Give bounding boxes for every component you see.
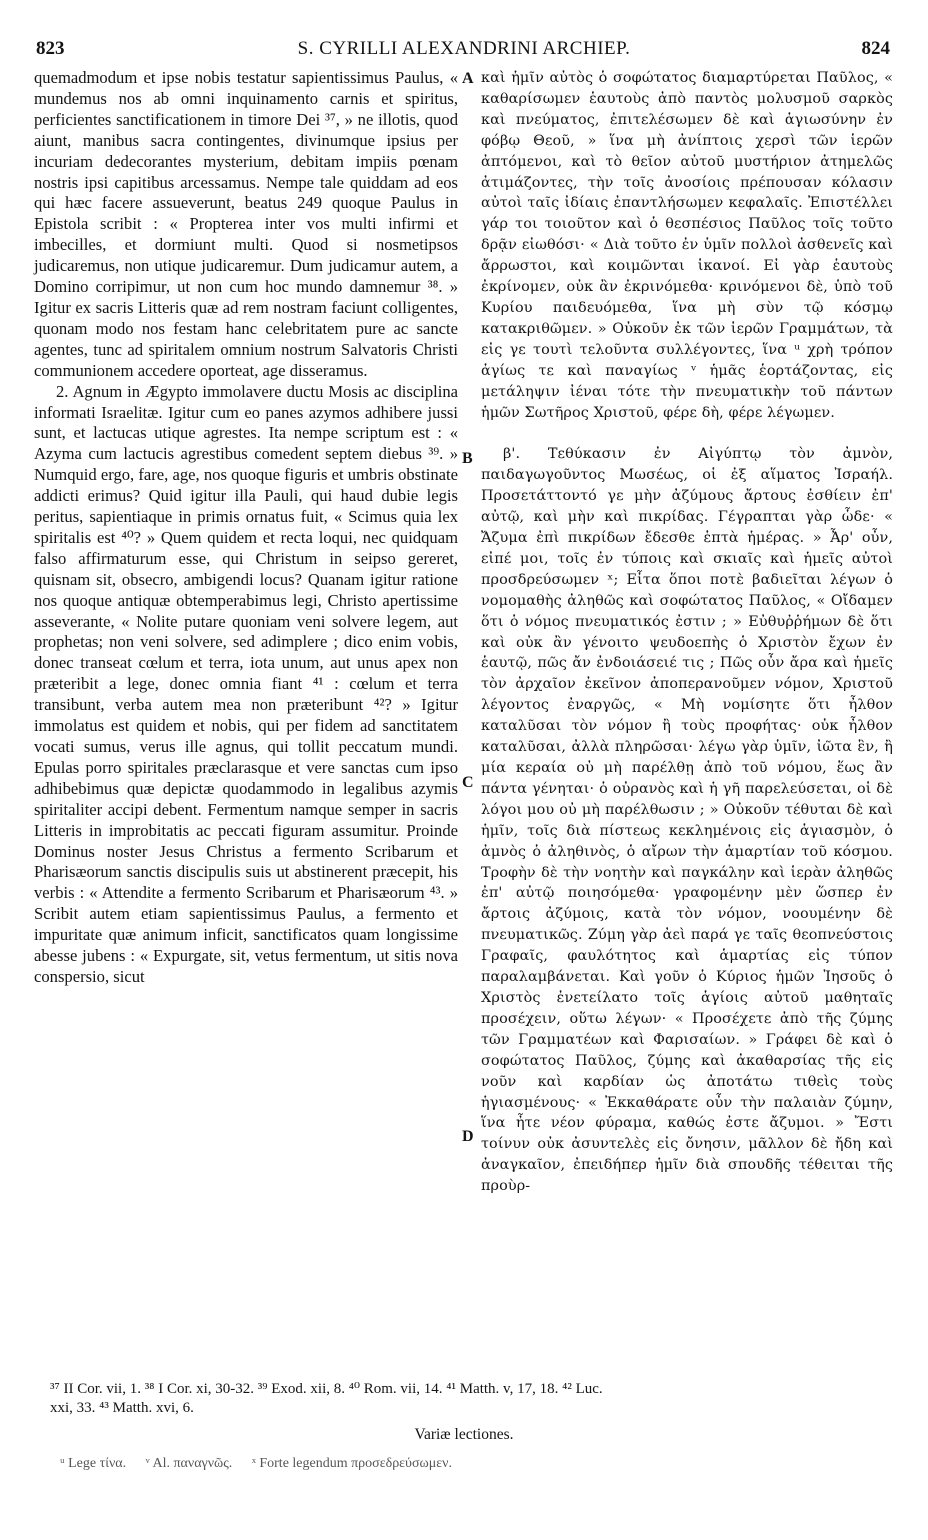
page-header <box>0 38 928 68</box>
latin-paragraph-1: quemadmodum et ipse nobis testatur sapientissimus Paulus, « mundemus nos ab omni inquinamento carnis et spiritus, perficientes sanctificationem in timore Dei ³⁷, » ne illotis, quod aiunt, manibus sacra contingentes, divinumque ipsius per incuriam dedecorantes mysterium, debitam impiis pœnam nostris ipsi capitibus arcessamus. Nempe tale quiddam ad eos qui hæc facere assueverunt, beatus 249 quoque Paulus in Epistola scribit : « Propterea inter vos multi infirmi et imbecilles, et dormiunt multi. Quod si nosmetipsos judicaremus, non utique judicaremur. Dum judicamur autem, a Domino corripimur, ut non cum hoc mundo damnemur ³⁸. » Igitur ex sacris Litteris quæ ad rem nostram faciunt colligentes, quonam modo nos festam hanc celebritatem pure ac sancte agentes, tunc ad spiritalem omnium nostrum Salvatoris Christi communionem accedere oporteat, age disseramus. <box>34 68 458 380</box>
latin-paragraph-2: 2. Agnum in Ægypto immolavere ductu Mosis ac disciplina informati Israelitæ. Igitur cum eo panes azymos adhibere jussi sunt, et lactucas utique agrestes. Ita nempe scriptum est : « Azyma cum lactucis agrestibus comedent septem diebus ³⁹. » Numquid ergo, fare, age, nos quoque figuris et umbris obstinate addicti erimus? Quid igitur illa Pauli, qui haud dubie legis peritus, sapientiaque in primis ornatus fuit, « Scimus quia lex spiritalis est ⁴⁰? » Quem quidem et recta loqui, nec quidquam falso affirmaturum esse, qui Christum in seipso gereret, quisnam sit, obsecro, ambigendi locus? Quanam igitur ratione nos quoque antiquæ obtemperabimus legi, Christo apertissime asseverante, « Nolite putare quoniam veni solvere legem, aut prophetas; non veni solvere, sed adimplere ; dico enim vobis, donec transeat cœlum et terra, iota unum, aut unus apex non præteribit a lege, donec omnia fiant ⁴¹ : cœlum et terra transibunt, verba autem mea non præteribunt ⁴²? » Igitur immolatus est quidem et nobis, qui per fidem ad sanctitatem vocati sumus, verus ille agnus, qui tollit peccatum mundi. Epulas porro spiritales præclarasque et vere sanctas cum ipso adhibebimus quæ depictæ quodammodo in legalibus azymis spiritaliter accipi debent. Fermentum namque semper in sacris Litteris in improbitatis ac peccati figuram assumitur. Proinde Dominus noster Jesus Christus a fermento Scribarum et Pharisæorum sanctis discipulis suis ut abstinerent præcepit, his verbis : « Attendite a fermento Scribarum et Pharisæorum ⁴³. » Scribit autem etiam sapientissimus Paulus, a fermento et impuritate quæ animum inficit, sanctificatos quam longissime abesse jubens : « Expurgate, sit, vetus fermentum, ut sitis nova conspersio, sicut <box>34 381 458 986</box>
right-page-number: 824 <box>861 38 890 59</box>
variant-u: ᵘ Lege τίνα. <box>60 1456 127 1471</box>
margin-marker-d: D <box>462 1128 474 1145</box>
footnote-line-2: xxi, 33. ⁴³ Matth. xvi, 6. <box>50 1400 194 1416</box>
latin-column <box>34 68 458 988</box>
margin-marker-b: B <box>462 450 473 467</box>
greek-paragraph-2: β'. Τεθύκασιν ἐν Αἰγύπτῳ τὸν ἀμνὸν, παιδαγωγοῦντος Μωσέως, οἱ ἐξ αἵματος Ἰσραήλ. Προσετάττοντό γε μὴν ἀζύμους ἄρτους ἐσθίειν ἐπ' αὐτῷ, καὶ μὴν καὶ πικρίδας. Γέγραπται γὰρ ὧδε· « Ἄζυμα ἐπὶ πικρίδων ἔδεσθε ἑπτὰ ἡμέρας. » Ἆρ' οὖν, εἰπέ μοι, τοῖς ἐν τύποις καὶ σκιαῖς καὶ ἡμεῖς αὐτοὶ προσδρεύσωμεν ˣ; Εἶτα ὅποι ποτὲ βαδιεῖται λέγων ὁ νομομαθὴς ἀληθῶς καὶ σοφώτατος Παῦλος, « Οἴδαμεν ὅτι ὁ νόμος πνευματικός ἐστιν ; » Εὐθυῤῥήμων δὲ ὅτι καὶ οὐκ ἂν γένοιτο ψευδοεπὴς ὁ Χριστὸν ἔχων ἐν ἑαυτῷ, πῶς ἄν ἐνδοιάσειέ τις ; Πῶς οὖν ἄρα καὶ ἡμεῖς τὸν ἀρχαῖον ἐκεῖνον ἀποπερανοῦμεν νόμον, Χριστοῦ λέγοντος ἐναργῶς, « Μὴ νομίσητε ὅτι ἦλθον καταλῦσαι τὸν νόμον ἢ τοὺς προφήτας· οὐκ ἦλθον καταλῦσαι, ἀλλὰ πληρῶσαι· λέγω γὰρ ὑμῖν, ἰῶτα ἓν, ἢ μία κεραία οὐ μὴ παρέλθῃ ἀπὸ τοῦ νόμου, ἕως ἂν πάντα γένηται· ὁ οὐρανὸς καὶ ἡ γῆ παρελεύσεται, οἱ δὲ λόγοι μου οὐ μὴ παρέλθωσιν ; » Οὐκοῦν τέθυται δὲ καὶ ἡμῖν, τοῖς διὰ πίστεως κεκλημένοις εἰς ἁγιασμὸν, ὁ ἀμνὸς ὁ ἀληθινὸς, ὁ αἴρων τὴν ἁμαρτίαν τοῦ κόσμου. Τροφὴν δὲ τὴν νοητὴν καὶ παγκάλην καὶ ἱερὰν ἀληθῶς ἐπ' αὐτῷ ποιησόμεθα· γραφομένην μὲν ὥσπερ ἐν ἄρτοις ἀζύμοις, κατὰ τὸν νόμον, νοουμένην δὲ πνευματικῶς. Ζύμη γὰρ ἀεὶ παρά γε ταῖς θεοπνεύστοις Γραφαῖς, φαυλότητος καὶ ἁμαρτίας εἰς τύπον παραλαμβάνεται. Καὶ γοῦν ὁ Κύριος ἡμῶν Ἰησοῦς ὁ Χριστὸς ἐνετείλατο τοῖς ἁγίοις αὐτοῦ μαθηταῖς προσέχειν, οὕτω λέγων· « Προσέχετε ἀπὸ τῆς ζύμης τῶν Γραμματέων καὶ Φαρισαίων. » Γράφει δὲ καὶ ὁ σοφώτατος Παῦλος, ζύμης καὶ ἀκαθαρσίας τῆς εἰς νοῦν καὶ καρδίαν ὡς ἀποτάτω τιθεὶς τοὺς ἡγιασμένους· « Ἐκκαθάρατε οὖν τὴν παλαιὰν ζύμην, ἵνα ἦτε νέον φύραμα, καθώς ἐστε ἄζυμοι. » Ἔστι τοίνυν οὐκ ἀσυντελὲς εἰς ὄνησιν, μᾶλλον δὲ ἤδη καὶ ἀναγκαῖον, ἐπειδήπερ ἡμῖν διὰ σπουδῆς τέθειται τῆς προὺρ- <box>481 446 893 1195</box>
left-page-number: 823 <box>36 38 65 59</box>
greek-column <box>481 68 893 1197</box>
running-title: S. CYRILLI ALEXANDRINI ARCHIEP. <box>297 38 631 59</box>
margin-marker-c: C <box>462 774 474 791</box>
footnotes <box>50 1380 890 1418</box>
margin-marker-a: A <box>462 70 474 87</box>
variae-lectiones-title: Variæ lectiones. <box>414 1426 514 1443</box>
variant-v: ᵛ Al. παναγνῶς. <box>145 1456 233 1471</box>
greek-paragraph-1: καὶ ἡμῖν αὐτὸς ὁ σοφώτατος διαμαρτύρεται Παῦλος, « καθαρίσωμεν ἑαυτοὺς ἀπὸ παντὸς μολυσμοῦ σαρκὸς καὶ πνεύματος, ἐπιτελέσωμεν δὲ καὶ ἁγιωσύνην ἐν φόβῳ Θεοῦ, » ἵνα μὴ ἀνίπτοις χερσὶ τῶν ἱερῶν ἀπτόμενοι, καὶ τὸ θεῖον αὐτοῦ μυστήριον ἀτημελῶς ἀτιμάζοντες, τὴν τοῖς ἀνοσίοις πρέπουσαν κόλασιν αὐτοὶ ταῖς ἰδίαις ἐπαντλήσωμεν κεφαλαῖς. Ἐπιστέλλει γάρ τοι τοιοῦτον καὶ ὁ θεσπέσιος Παῦλος τοῖς τοῦτο δρᾷν εἰωθόσι· « Διὰ τοῦτο ἐν ὑμῖν πολλοὶ ἀσθενεῖς καὶ ἄρρωστοι, καὶ κοιμῶνται ἱκανοί. Εἰ γὰρ ἑαυτοὺς ἐκρίνομεν, οὐκ ἂν ἐκρινόμεθα· κρινόμενοι δὲ, ὑπὸ τοῦ Κυρίου παιδευόμεθα, ἵνα μὴ σὺν τῷ κόσμῳ κατακριθῶμεν. » Οὐκοῦν ἐκ τῶν ἱερῶν Γραμμάτων, τὰ εἰς γε τουτὶ τελοῦντα συλλέγοντες, ἵνα ᵘ χρὴ τρόπον ἁγίως τε καὶ παναγίως ᵛ ἡμᾶς ἑορτάζοντας, εἰς μετάληψιν ἰέναι τότε τὴν πνευματικὴν τοῦ πάντων ἡμῶν Σωτῆρος Χριστοῦ, φέρε δὴ, φέρε λέγωμεν. <box>481 70 893 421</box>
footnote-line-1: ³⁷ II Cor. vii, 1. ³⁸ I Cor. xi, 30-32. ³⁹ Exod. xii, 8. ⁴⁰ Rom. vii, 14. ⁴¹ Matth. v, 17, 18. ⁴² Luc. <box>50 1381 603 1397</box>
variae-lectiones <box>60 1456 880 1472</box>
paragraph-spacer <box>481 423 893 444</box>
variant-x: ˣ Forte legendum προσεδρεύσωμεν. <box>251 1456 452 1471</box>
